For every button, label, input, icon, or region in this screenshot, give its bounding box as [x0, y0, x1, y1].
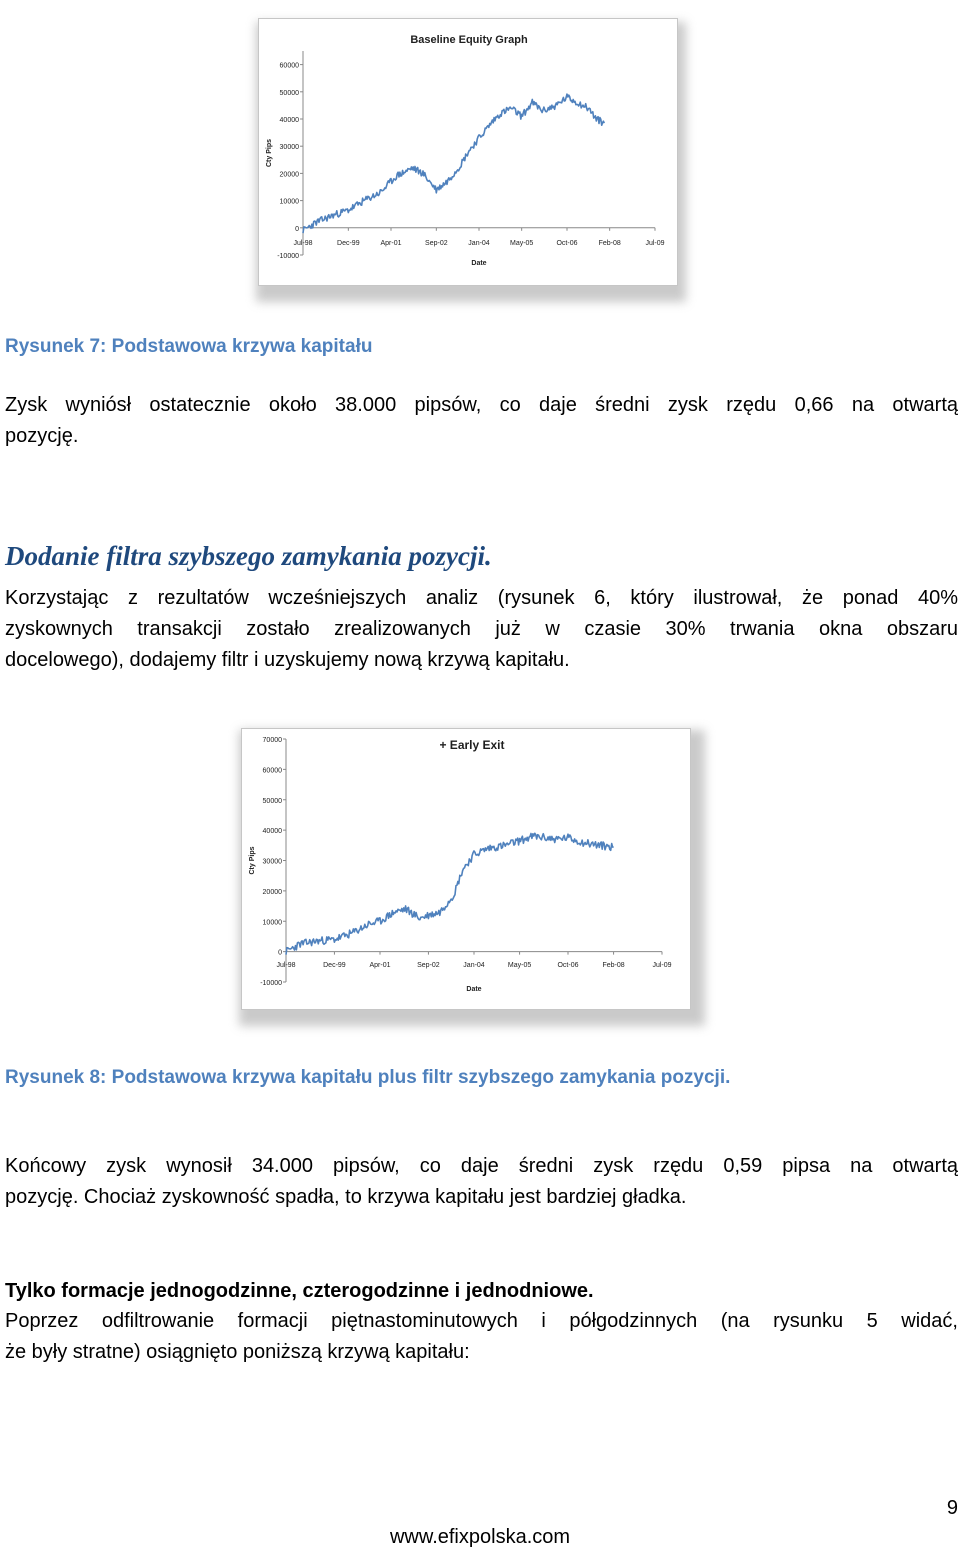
x-tick-label: Jul-09: [652, 962, 672, 969]
paragraph-text: pozycję.: [5, 425, 79, 447]
y-tick-label: -10000: [277, 253, 299, 260]
x-tick-label: Jul-98: [276, 962, 296, 969]
figure-7-caption: Rysunek 7: Podstawowa krzywa kapitału: [5, 336, 373, 357]
y-tick-label: 0: [278, 949, 282, 957]
x-axis-label: Date: [471, 260, 487, 267]
x-axis-label: Date: [466, 986, 482, 993]
paragraph-text: docelowego), dodajemy filtr i uzyskujemy nową krzywą kapitału.: [5, 649, 570, 671]
x-tick-label: Dec-99: [337, 240, 360, 247]
y-tick-label: 40000: [262, 828, 282, 836]
paragraph-text: Końcowy zysk wynosił 34.000 pipsów, co daje średni zysk rzędu 0,59 pipsa na otwartą: [5, 1155, 958, 1177]
y-tick-label: 0: [295, 225, 299, 233]
paragraph-profit-baseline-end: [5, 421, 958, 452]
y-tick-label: 20000: [279, 171, 299, 179]
y-tick-label: 20000: [262, 888, 282, 896]
x-tick-label: Apr-01: [380, 240, 402, 247]
footer-url: www.efixpolska.com: [389, 1526, 571, 1548]
x-tick-label: Sep-02: [425, 240, 448, 247]
x-tick-label: Sep-02: [417, 962, 440, 969]
y-tick-label: 70000: [262, 737, 282, 744]
paragraph-text: pozycję. Chociaż zyskowność spadła, to krzywa kapitału jest bardziej gładka.: [5, 1186, 687, 1208]
y-tick-label: 40000: [279, 117, 299, 124]
page-number: 9: [946, 1497, 958, 1519]
figure-8-caption: Rysunek 8: Podstawowa krzywa kapitału plus filtr szybszego zamykania pozycji.: [5, 1067, 731, 1088]
paragraph-text: Korzystając z rezultatów wcześniejszych analiz (rysunek 6, który ilustrował, że ponad 40%: [5, 587, 958, 609]
chart-frame: [241, 728, 691, 1010]
paragraph-text: Poprzez odfiltrowanie formacji piętnastominutowych i półgodzinnych (na rysunku 5 widać,: [5, 1310, 958, 1332]
x-tick-label: Feb-08: [598, 240, 621, 247]
y-axis-label: Cty Pips: [266, 138, 273, 168]
section-heading-early-exit: Dodanie filtra szybszego zamykania pozycji.: [5, 541, 492, 571]
x-tick-label: Dec-99: [323, 962, 346, 969]
y-tick-label: 30000: [279, 144, 299, 152]
x-tick-label: Jul-09: [645, 240, 665, 247]
paragraph-early-exit-line-1: [5, 583, 958, 614]
paragraph-timeframes-line-2: [5, 1337, 958, 1368]
y-tick-label: -10000: [260, 980, 282, 987]
section-heading-timeframes: Tylko formacje jednogodzinne, czterogodzinne i jednodniowe.: [5, 1280, 594, 1302]
figure-7: [250, 14, 690, 314]
paragraph-text: Zysk wyniósł ostatecznie około 38.000 pipsów, co daje średni zysk rzędu 0,66 na otwartą: [5, 394, 958, 416]
x-tick-label: Jul-98: [293, 240, 313, 247]
y-tick-label: 60000: [279, 62, 299, 70]
equity-line: [286, 833, 614, 954]
paragraph-early-exit-line-2: [5, 614, 958, 645]
paragraph-timeframes-line-1: [5, 1306, 958, 1337]
x-tick-label: Oct-06: [556, 240, 578, 247]
y-tick-label: 10000: [262, 919, 282, 927]
y-axis-label: Cty Pips: [249, 846, 256, 875]
x-tick-label: Jan-04: [468, 240, 490, 247]
x-tick-label: Jan-04: [463, 962, 485, 969]
paragraph-profit-early-exit-line-2: [5, 1182, 958, 1213]
chart-frame: [258, 18, 678, 286]
paragraph-early-exit-line-3: [5, 645, 958, 676]
chart-title: + Early Exit: [439, 738, 505, 752]
y-tick-label: 60000: [262, 767, 282, 775]
chart-title: Baseline Equity Graph: [410, 34, 528, 46]
paragraph-text: że były stratne) osiągnięto poniższą krzywą kapitału:: [5, 1341, 470, 1363]
x-tick-label: Oct-06: [557, 962, 579, 969]
equity-line: [303, 94, 604, 233]
baseline-equity-chart: [259, 19, 677, 285]
figure-8: [233, 720, 708, 1038]
y-tick-label: 30000: [262, 858, 282, 866]
y-tick-label: 50000: [262, 797, 282, 805]
x-tick-label: Feb-08: [602, 962, 625, 969]
x-tick-label: May-05: [507, 962, 532, 969]
x-tick-label: May-05: [509, 240, 534, 247]
early-exit-equity-chart: [242, 729, 690, 1009]
paragraph-text: zyskownych transakcji zostało zrealizowanych już w czasie 30% trwania okna obszaru: [5, 618, 958, 640]
y-tick-label: 10000: [279, 198, 299, 206]
paragraph-profit-baseline: [5, 390, 958, 421]
y-tick-label: 50000: [279, 89, 299, 97]
x-tick-label: Apr-01: [369, 962, 391, 969]
paragraph-profit-early-exit-line-1: [5, 1151, 958, 1182]
